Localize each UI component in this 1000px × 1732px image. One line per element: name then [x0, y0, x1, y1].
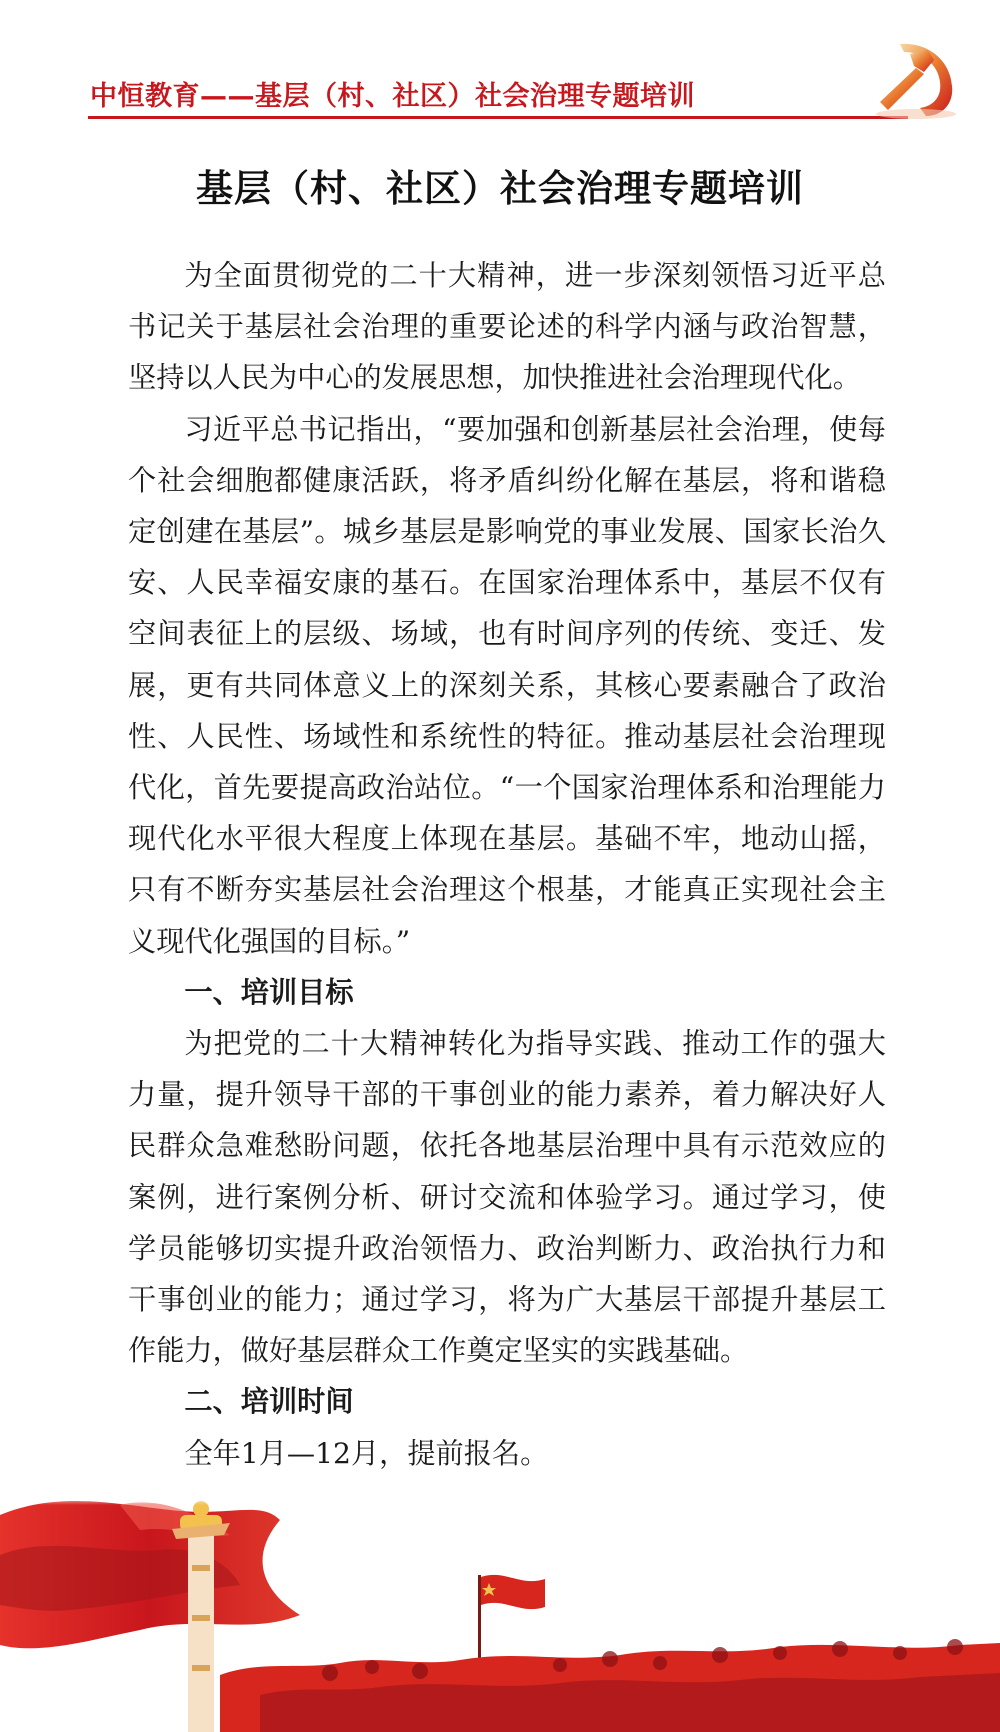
section-body-time: 全年1月—12月，提前报名。 [184, 1436, 549, 1470]
section-heading-goals: 一、培训目标 [184, 975, 354, 1009]
intro-paragraph: 习近平总书记指出，“要加强和创新基层社会治理，使每个社会细胞都健康活跃，将矛盾纠纷化解在基层，将和谐稳定创建在基层”。城乡基层是影响党的事业发展、国家长治久安、人民幸福安康的基石。在国家治理体系中，基层不仅有空间表征上的层级、场域，也有时间序列的传统、变迁、发展，更有共同体意义上的深刻关系，其核心要素融合了政治性、人民性、场域性和系统性的特征。推动基层社会治理现代化，首先要提高政治站位。“一个国家治理体系和治理能力现代化水平很大程度上体现在基层。基础不牢，地动山摇，只有不断夯实基层社会治理这个根基，才能真正实现社会主义现代化强国的目标。” [128, 412, 886, 958]
section-body-goals: 为把党的二十大精神转化为指导实践、推动工作的强大力量，提升领导干部的干事创业的能力素养，着力解决好人民群众急难愁盼问题，依托各地基层治理中具有示范效应的案例，进行案例分析、研讨交流和体验学习。通过学习，使学员能够切实提升政治领悟力、政治判断力、政治执行力和干事创业的能力；通过学习，将为广大基层干部提升基层工作能力，做好基层群众工作奠定坚实的实践基础。 [128, 1027, 886, 1368]
section-heading-time: 二、培训时间 [184, 1385, 354, 1419]
party-emblem-icon [870, 38, 960, 120]
red-flag-huabiao-decoration [0, 1495, 1000, 1732]
document-title: 基层（村、社区）社会治理专题培训 [196, 167, 804, 210]
document-body [128, 250, 886, 1479]
intro-paragraph: 为全面贯彻党的二十大精神，进一步深刻领悟习近平总书记关于基层社会治理的重要论述的科学内涵与政治智慧，坚持以人民为中心的发展思想，加快推进社会治理现代化。 [128, 259, 886, 395]
header-divider [88, 116, 908, 119]
page-header [0, 0, 1000, 130]
header-title: 中恒教育——基层（村、社区）社会治理专题培训 [90, 81, 695, 112]
